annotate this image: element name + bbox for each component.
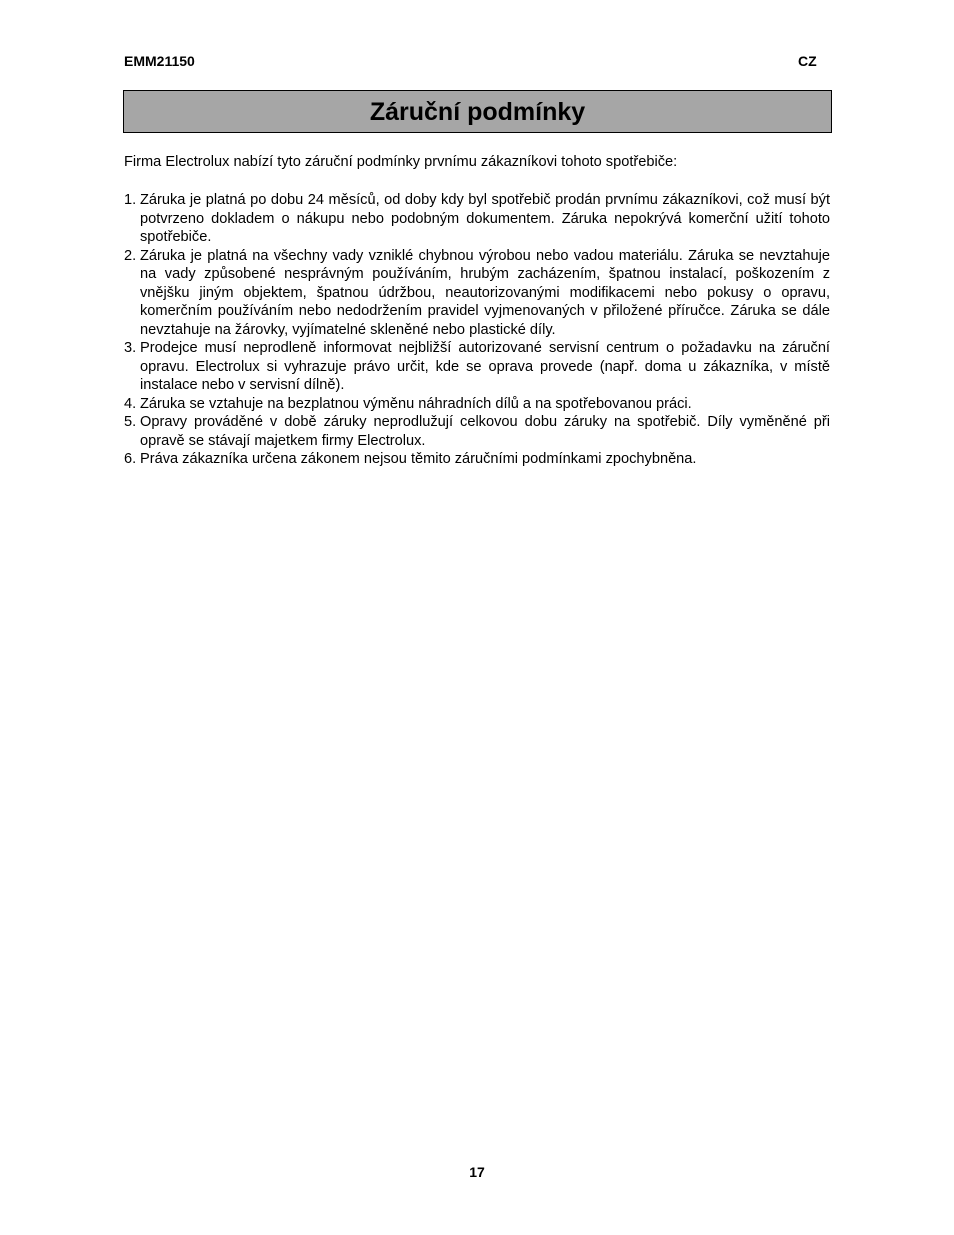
page-number: 17 xyxy=(469,1164,485,1180)
title-banner xyxy=(123,90,832,133)
term-text: Práva zákazníka určena zákonem nejsou těmito záručními podmínkami zpochybněna. xyxy=(140,451,697,467)
term-text: Opravy prováděné v době záruky neprodlužují celkovou dobu záruky na spotřebič. Díly vyměněné při opravě se stávají majetkem firmy Electrolux. xyxy=(140,414,830,449)
document-language-code: CZ xyxy=(798,53,817,69)
warranty-term-3 xyxy=(124,339,830,395)
warranty-term-4 xyxy=(124,395,830,414)
term-number: 4. xyxy=(124,395,137,412)
term-number: 2. xyxy=(124,247,137,264)
warranty-term-2 xyxy=(124,247,830,340)
term-number: 3. xyxy=(124,340,137,356)
term-text: Záruka je platná na všechny vady vzniklé chybnou výrobou nebo vadou materiálu. Záruka se nevztahuje na vady způsobené nesprávným používáním, hrubým zacházením, špatnou instalací, poškozením z vnějšku jiným objektem, špatnou údržbou, neautorizovanými modifikacemi nebo pokusy o opravu, komerčním používáním nebo nedodržením pravidel vyjmenovaných v přiložené příručce. Záruka se dále nevztahuje na žárovky, vyjímatelné skleněné nebo plastické díly. xyxy=(140,247,830,338)
warranty-term-1 xyxy=(124,191,830,247)
term-text: Záruka je platná po dobu 24 měsíců, od doby kdy byl spotřebič prodán prvnímu zákazníkovi, což musí být potvrzeno dokladem o nákupu nebo podobným dokumentem. Záruka nepokrývá komerční užití tohoto spotřebiče. xyxy=(140,192,830,245)
term-text: Prodejce musí neprodleně informovat nejbližší autorizované servisní centrum o požadavku na záruční opravu. Electrolux si vyhrazuje právo určit, kde se oprava provede (např. doma u zákazníka, v místě instalace nebo v servisní dílně). xyxy=(140,340,830,393)
warranty-term-5 xyxy=(124,413,830,450)
term-text: Záruka se vztahuje na bezplatnou výměnu náhradních dílů a na spotřebovanou práci. xyxy=(140,395,692,412)
page-title: Záruční podmínky xyxy=(369,97,586,126)
term-number: 5. xyxy=(124,414,137,430)
document-model-code: EMM21150 xyxy=(124,53,195,69)
term-number: 1. xyxy=(124,192,137,208)
term-number: 6. xyxy=(124,451,137,467)
intro-paragraph: Firma Electrolux nabízí tyto záruční podmínky prvnímu zákazníkovi tohoto spotřebiče: xyxy=(124,154,678,170)
warranty-terms-list xyxy=(124,191,830,469)
warranty-term-6 xyxy=(124,450,830,469)
